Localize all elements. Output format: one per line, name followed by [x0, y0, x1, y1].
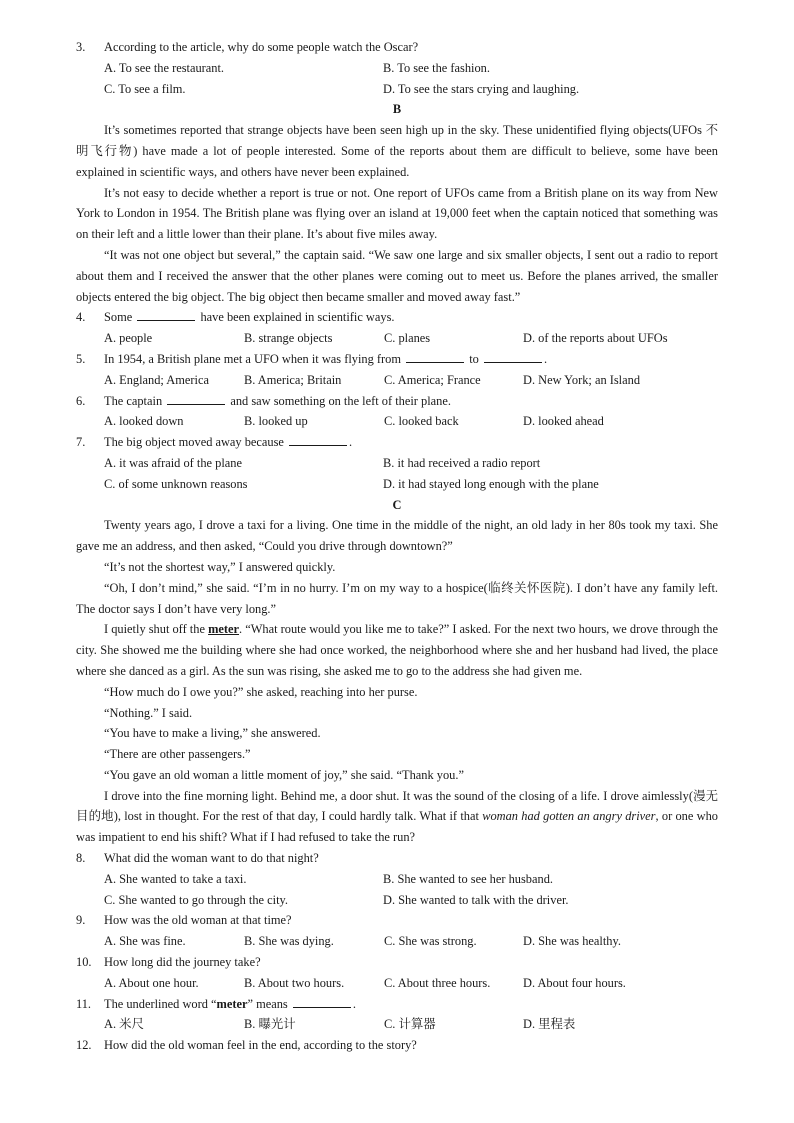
answer-blank: [293, 995, 351, 1008]
question-number: 6.: [76, 393, 86, 408]
question-3-options-row-1: [76, 58, 718, 79]
question-number: 4.: [76, 310, 86, 325]
question-text: [104, 349, 547, 370]
option-a: A. it was afraid of the plane: [104, 455, 242, 470]
question-text-middle: to: [469, 351, 479, 366]
question-4: [76, 307, 718, 328]
exam-page: [76, 37, 718, 1056]
option-a: A. She wanted to take a taxi.: [104, 871, 247, 886]
option-b: B. She wanted to see her husband.: [383, 871, 553, 886]
paragraph-text: . “What route would you like me to take?” I asked. For the next two hours, we drove through the city. She showed me the building where she had once worked, the neighborhood where she and her husband had lived, the place where she danced as a girl. As the sun was rising, she asked me to go to the address she had given me.: [76, 622, 718, 678]
option-b: B. America; Britain: [244, 372, 342, 387]
section-c-paragraph-4: [76, 619, 718, 681]
option-a: A. looked down: [104, 414, 184, 429]
question-10-options: [76, 973, 718, 994]
section-b-paragraph-1: It’s sometimes reported that strange objects have been seen high up in the sky. These unidentified flying objects(UFOs 不明飞行物) have made a lot of people interested. Some of the reports about them are difficult to believe, some have been explained in scientific ways, and others have never been explained.: [76, 123, 718, 179]
question-text-end: .: [349, 435, 353, 450]
paragraph-text: I quietly shut off the: [104, 622, 205, 637]
option-b: B. About two hours.: [244, 975, 345, 990]
question-6: [76, 391, 718, 412]
section-c-paragraph-1: Twenty years ago, I drove a taxi for a living. One time in the middle of the night, an old lady in her 80s took my taxi. She gave me an address, and then asked, “Could you drive through downtown?”: [76, 518, 718, 554]
question-text-start: Some: [104, 310, 133, 325]
question-11-options: [76, 1014, 718, 1035]
bold-word: meter: [216, 996, 248, 1011]
question-text: How long did the journey take?: [104, 955, 261, 970]
section-c-paragraph-8: “There are other passengers.”: [104, 747, 251, 762]
question-9: [76, 910, 718, 931]
question-text-start: The captain: [104, 393, 163, 408]
section-c-paragraph-10: [76, 786, 718, 848]
option-a: A. England; America: [104, 372, 209, 387]
option-c: C. America; France: [384, 372, 481, 387]
question-8-options-row-2: [76, 890, 718, 911]
section-c-paragraph-2: “It’s not the shortest way,” I answered quickly.: [104, 559, 336, 574]
option-d: D. 里程表: [523, 1017, 576, 1032]
question-7: [76, 432, 718, 453]
question-7-options-row-1: [76, 453, 718, 474]
section-c-paragraph-5: “How much do I owe you?” she asked, reaching into her purse.: [104, 684, 418, 699]
option-b: B. it had received a radio report: [383, 455, 541, 470]
answer-blank: [137, 308, 195, 321]
question-text-end: and saw something on the left of their plane.: [230, 393, 451, 408]
question-number: 3.: [76, 40, 86, 54]
option-a: A. She was fine.: [104, 934, 186, 949]
question-12: [76, 1035, 718, 1056]
section-c-paragraph-9: “You gave an old woman a little moment of joy,” she said. “Thank you.”: [104, 767, 464, 782]
answer-blank: [484, 350, 542, 363]
question-11: [76, 994, 718, 1015]
question-number: 5.: [76, 351, 86, 366]
section-c-paragraph-7: “You have to make a living,” she answered.: [104, 726, 321, 741]
question-text-end: .: [352, 996, 356, 1011]
question-text: According to the article, why do some people watch the Oscar?: [104, 40, 419, 54]
option-c: C. About three hours.: [384, 975, 491, 990]
question-text: [104, 391, 451, 412]
italic-phrase: woman had gotten an angry driver: [482, 809, 656, 824]
answer-blank: [406, 350, 464, 363]
question-9-options: [76, 931, 718, 952]
question-text: [104, 994, 356, 1015]
question-7-options-row-2: [76, 474, 718, 495]
question-number: 11.: [76, 996, 92, 1011]
option-c: C. looked back: [384, 414, 459, 429]
option-b: B. 曝光计: [244, 1017, 296, 1032]
question-text-middle: ” means: [247, 996, 288, 1011]
question-text: How was the old woman at that time?: [104, 913, 292, 928]
option-b: B. She was dying.: [244, 934, 334, 949]
question-number: 9.: [76, 913, 86, 928]
option-d: D. She was healthy.: [523, 934, 621, 949]
question-5: [76, 349, 718, 370]
option-d: D. New York; an Island: [523, 372, 641, 387]
question-3: [76, 37, 718, 58]
answer-blank: [167, 392, 225, 405]
question-8-options-row-1: [76, 869, 718, 890]
paragraph-text: I drove into the fine morning light. Behind me, a door shut. It was the sound of the closing of a life. I drove aimlessly(漫无目的地), lost in thought. For the rest of that day, I could hardly talk. What if that: [76, 788, 718, 824]
question-number: 10.: [76, 955, 92, 970]
option-a: A. About one hour.: [104, 975, 199, 990]
question-4-options: [76, 328, 718, 349]
question-8: [76, 848, 718, 869]
option-b: B. looked up: [244, 414, 308, 429]
option-c: C. 计算器: [384, 1017, 436, 1032]
underlined-word: meter: [208, 622, 240, 637]
question-3-options-row-2: [76, 79, 718, 100]
question-text-end: have been explained in scientific ways.: [200, 310, 395, 325]
question-number: 12.: [76, 1038, 92, 1053]
question-number: 7.: [76, 435, 86, 450]
option-d: D. of the reports about UFOs: [523, 331, 668, 346]
section-c-paragraph-6: “Nothing.” I said.: [104, 705, 193, 720]
question-number: 8.: [76, 851, 86, 866]
question-text: How did the old woman feel in the end, according to the story?: [104, 1038, 417, 1053]
option-d: D. looked ahead: [523, 414, 604, 429]
paragraph-text: , or one who was impatient to end his shift? What if I had refused to take the run?: [76, 809, 718, 845]
question-text-start: The underlined word “: [104, 996, 217, 1011]
option-c: C. To see a film.: [104, 81, 186, 96]
option-a: A. 米尺: [104, 1017, 144, 1032]
question-10: [76, 952, 718, 973]
question-text: What did the woman want to do that night?: [104, 851, 319, 866]
option-a: A. people: [104, 331, 153, 346]
question-text-start: The big object moved away because: [104, 435, 284, 450]
option-c: C. planes: [384, 331, 431, 346]
section-b-paragraph-2: It’s not easy to decide whether a report is true or not. One report of UFOs came from a British plane on its way from New York to London in 1954. The British plane was flying over an island at 19,000 feet when the captain noticed that something was on their left and a little lower than their plane. It’s about five miles away.: [76, 185, 718, 242]
question-text-start: In 1954, a British plane met a UFO when it was flying from: [104, 351, 401, 366]
option-c: C. She wanted to go through the city.: [104, 892, 288, 907]
section-b-paragraph-3: “It was not one object but several,” the captain said. “We saw one large and six smaller objects, I sent out a radio to report about them and I received the answer that the other planes were coming out to meet us. Before the planes arrived, the smaller objects entered the big object. The big object then became smaller and moved away fast.”: [76, 247, 718, 304]
option-d: D. She wanted to talk with the driver.: [383, 892, 569, 907]
section-c-paragraph-3: “Oh, I don’t mind,” she said. “I’m in no hurry. I’m on my way to a hospice(临终关怀医院). I don’t have any family left. The doctor says I don’t have very long.”: [76, 580, 718, 616]
question-6-options: [76, 411, 718, 432]
section-b-title: B: [392, 102, 402, 117]
question-text: [104, 432, 352, 453]
answer-blank: [289, 433, 347, 446]
option-d: D. About four hours.: [523, 975, 626, 990]
option-b: B. strange objects: [244, 331, 333, 346]
question-5-options: [76, 370, 718, 391]
question-text-end: .: [543, 351, 548, 366]
option-c: C. She was strong.: [384, 934, 477, 949]
section-c-title: C: [392, 497, 402, 512]
option-d: D. To see the stars crying and laughing.: [383, 81, 580, 96]
option-d: D. it had stayed long enough with the plane: [383, 476, 599, 491]
option-c: C. of some unknown reasons: [104, 476, 248, 491]
option-b: B. To see the fashion.: [383, 60, 490, 75]
option-a: A. To see the restaurant.: [104, 60, 225, 75]
question-text: [104, 307, 395, 328]
